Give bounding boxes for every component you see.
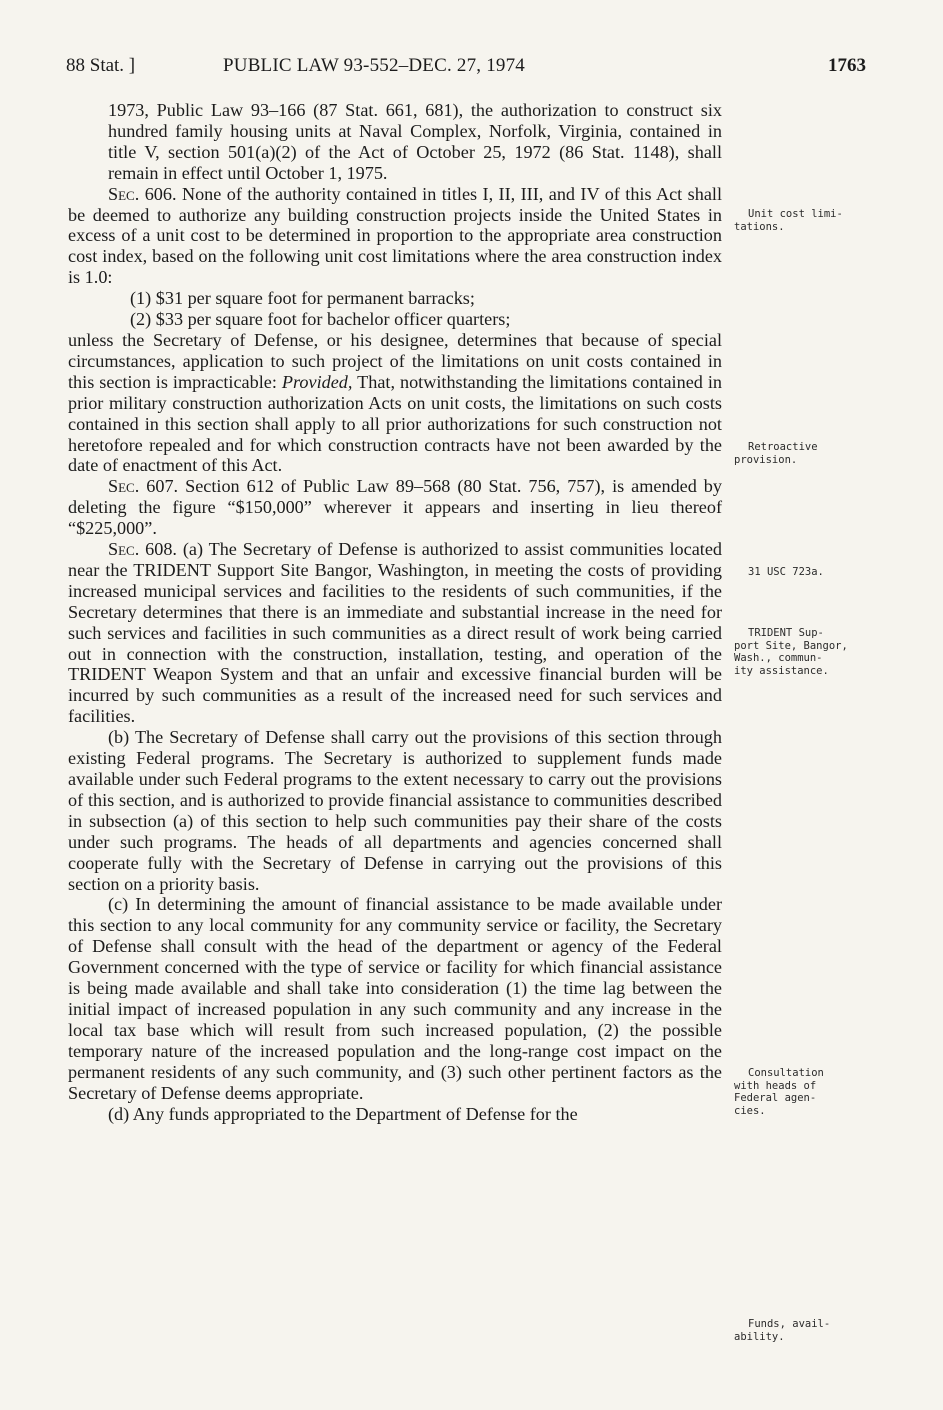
margin-note-retroactive <box>734 441 866 466</box>
margin-note-consultation <box>734 1067 866 1117</box>
margin-note-line: provision. <box>734 453 798 466</box>
section-label: Sec. 606. <box>108 183 177 204</box>
section-608d: (d) Any funds appropriated to the Department of Defense for the <box>108 1103 578 1124</box>
margin-note-line: Funds, avail- <box>748 1318 831 1330</box>
page-number: 1763 <box>828 55 866 76</box>
margin-note-line: 31 USC 723a. <box>748 566 824 578</box>
margin-note-funds <box>734 1318 866 1343</box>
margin-note-line: TRIDENT Sup- <box>748 627 824 639</box>
section-label: Sec. 607. <box>108 476 179 497</box>
margin-note-line: port Site, Bangor, <box>734 639 848 652</box>
section-608c: (c) In determining the amount of financial assistance to be made available under this section to any local community for any community service or facility, the Secretary of Defense shall consult with the head of the department or agency of the Federal Government concerned with the type of service or facility for which financial assistance is being made available and shall take into consideration (1) the time lag between the initial impact of increased population in any such community and any increase in the local tax base which will result from such increased population, (2) the possible temporary nature of the increased population and the long-range cost impact on the permanent residents of any such community, and (3) such other pertinent factors as the Secretary of Defense deems appropriate. <box>68 894 722 1103</box>
margin-note-line: Federal agen- <box>734 1092 817 1104</box>
section-text: That, notwithstanding the limitations contained in prior military construction authorization Acts on unit costs, the limitations on such costs contained in this section shall apply to all prior authorizations for such construction not heretofore repealed and for which construction contracts have not been awarded by the date of enactment of this Act. <box>68 371 722 476</box>
paragraph-continuation: 1973, Public Law 93–166 (87 Stat. 661, 681), the authorization to construct six hundred family housing units at Naval Complex, Norfolk, Virginia, contained in title V, section 501(a)(2) of the Act of October 25, 1972 (86 Stat. 1148), shall remain in effect until October 1, 1975. <box>108 100 722 183</box>
section-606-continuation <box>68 330 722 476</box>
section-606 <box>68 184 722 289</box>
margin-note-line: tations. <box>734 220 785 233</box>
margin-note-usc <box>734 566 866 579</box>
list-item: (1) $31 per square foot for permanent barracks; <box>130 288 475 309</box>
section-text: None of the authority contained in titles I, II, III, and IV of this Act shall be deemed to authorize any building construction projects inside the United States in excess of a unit cost to be determined in proportion to the appropriate area construction cost index, based on the following unit cost limitations where the area construction index is 1.0: <box>68 183 722 288</box>
statute-volume: 88 Stat. ] <box>66 55 136 76</box>
section-label: Sec. 608. <box>108 539 177 560</box>
list-item: (2) $33 per square foot for bachelor officer quarters; <box>130 309 511 330</box>
law-title: PUBLIC LAW 93-552–DEC. 27, 1974 <box>223 55 525 76</box>
provided-term: Provided, <box>281 371 353 392</box>
section-text: unless the Secretary of Defense, or his designee, determines that because of special circumstances, application to such project of the limitations on unit costs contained in this section is impracticable: <box>68 329 722 392</box>
margin-note-trident <box>734 627 866 677</box>
margin-note-line: ability. <box>734 1330 785 1343</box>
margin-note-line: cies. <box>734 1104 766 1117</box>
section-text: Section 612 of Public Law 89–568 (80 Stat. 756, 757), is amended by deleting the figure “$150,000” wherever it appears and inserting in lieu thereof “$225,000”. <box>68 476 722 539</box>
page-header <box>66 55 866 81</box>
margin-note-line: Consultation <box>748 1067 824 1079</box>
statute-body <box>68 100 722 1124</box>
section-607 <box>68 476 722 539</box>
section-608b: (b) The Secretary of Defense shall carry out the provisions of this section through existing Federal programs. The Secretary is authorized to supplement funds made available under such Federal programs to the extent necessary to carry out the provisions of this section, and is authorized to provide financial assistance to communities described in subsection (a) of this section to help such communities pay their share of the costs under such programs. The heads of all departments and agencies concerned shall cooperate fully with the Secretary of Defense in carrying out the provisions of this section on a priority basis. <box>68 727 722 894</box>
margin-note-unit-cost <box>734 208 866 233</box>
section-608a <box>68 539 722 727</box>
margin-note-line: with heads of <box>734 1079 817 1092</box>
margin-note-line: Wash., commun- <box>734 652 823 664</box>
margin-note-line: Unit cost limi- <box>748 208 843 220</box>
margin-note-line: Retroactive <box>748 441 818 453</box>
section-text: (a) The Secretary of Defense is authorized to assist communities located near the TRIDENT Support Site Bangor, Washington, in meeting the costs of providing increased municipal services and facilities to the residents of such communities, if the Secretary determines that there is an immediate and substantial increase in the need for such services and facilities in such communities as a direct result of work being carried out in connection with the construction, installation, testing, and operation of the TRIDENT Weapon System and that an unfair and excessive financial burden will be incurred by such communities as a result of the increased need for such services and facilities. <box>68 539 722 727</box>
margin-note-line: ity assistance. <box>734 664 829 677</box>
